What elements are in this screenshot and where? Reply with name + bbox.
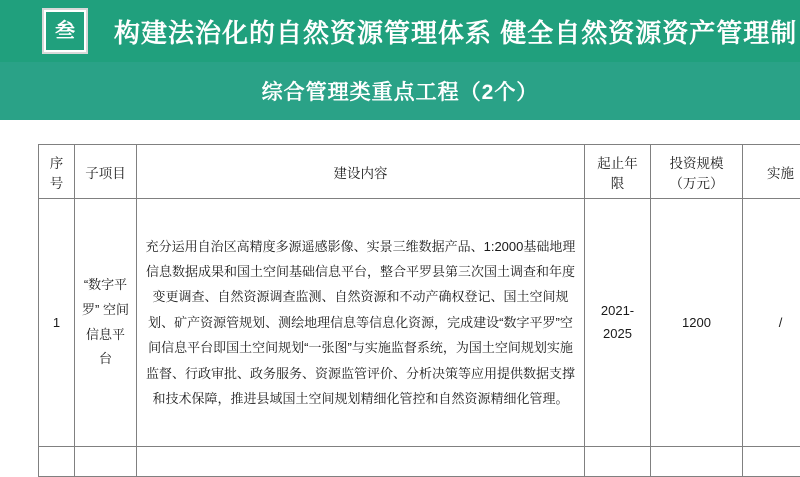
cell-years bbox=[585, 447, 651, 477]
column-header-content: 建设内容 bbox=[137, 145, 585, 199]
projects-table bbox=[38, 144, 800, 477]
header-band bbox=[0, 0, 800, 62]
cell-scale: 1200 bbox=[651, 199, 743, 447]
cell-content bbox=[137, 447, 585, 477]
cell-years: 2021-2025 bbox=[585, 199, 651, 447]
section-subtitle: 综合管理类重点工程（2个） bbox=[262, 76, 539, 106]
cell-no bbox=[39, 447, 75, 477]
cell-no: 1 bbox=[39, 199, 75, 447]
column-header-sub-project: 子项目 bbox=[75, 145, 137, 199]
subtitle-band bbox=[0, 62, 800, 120]
projects-table-wrapper bbox=[38, 144, 800, 477]
table-row bbox=[39, 447, 800, 477]
cell-content: 充分运用自治区高精度多源遥感影像、实景三维数据产品、1:2000基础地理信息数据成果和国土空间基础信息平台，整合平罗县第三次国土调查和年度变更调查、自然资源调查监测、自然资源和不动产确权登记、国土空间规划、矿产资源管规划、测绘地理信息等信息化资源，完成建设“数字平罗”空间信息平台即国土空间规划“一张图”与实施监督系统，为国土空间规划实施监督、行政审批、政务服务、资源监管评价、分析决策等应用提供数据支撑和技术保障，推进县域国土空间规划精细化管控和自然资源精细化管理。 bbox=[137, 199, 585, 447]
cell-sub-project bbox=[75, 447, 137, 477]
column-header-scale: 投资规模（万元） bbox=[651, 145, 743, 199]
column-header-years: 起止年限 bbox=[585, 145, 651, 199]
cell-implementation bbox=[743, 447, 800, 477]
column-header-no: 序号 bbox=[39, 145, 75, 199]
table-header-row bbox=[39, 145, 800, 199]
chapter-badge bbox=[42, 8, 88, 54]
column-header-implementation: 实施 bbox=[743, 145, 800, 199]
cell-scale bbox=[651, 447, 743, 477]
table-row bbox=[39, 199, 800, 447]
cell-implementation: / bbox=[743, 199, 800, 447]
cell-sub-project: “数字平罗” 空间信息平台 bbox=[75, 199, 137, 447]
page-title: 构建法治化的自然资源管理体系 健全自然资源资产管理制 bbox=[114, 13, 797, 50]
chapter-number: 叁 bbox=[46, 12, 84, 50]
